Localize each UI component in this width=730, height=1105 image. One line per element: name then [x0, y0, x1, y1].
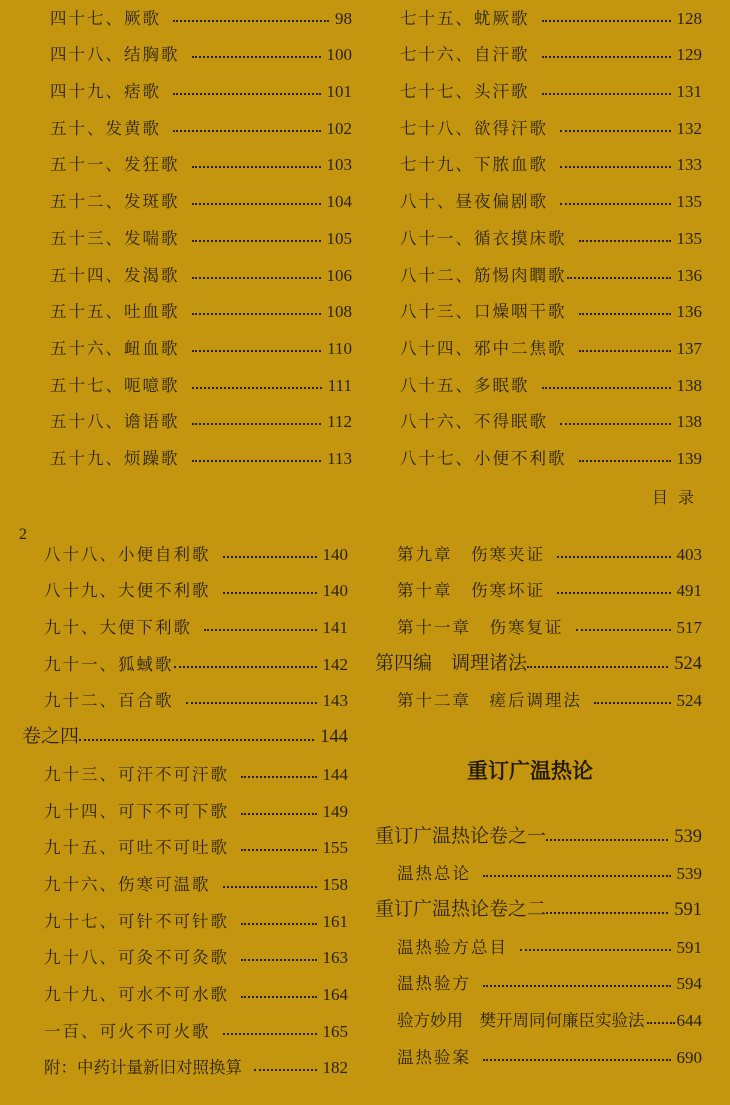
entry-page: 135 [676, 228, 702, 248]
entry-title: 八十一、循衣摸床歌 [400, 228, 567, 248]
entry-page: 103 [326, 155, 352, 175]
entry-title: 五十六、衄血歌 [50, 338, 180, 358]
toc-entry[interactable] [44, 895, 348, 932]
entry-title: 九十五、可吐不可吐歌 [44, 838, 229, 858]
dot-leader [483, 1059, 671, 1061]
toc-entry[interactable] [397, 675, 702, 712]
dot-leader [204, 629, 317, 631]
entry-page: 142 [322, 654, 348, 674]
dot-leader [223, 592, 317, 594]
entry-page: 104 [326, 192, 352, 212]
entry-page: 161 [322, 911, 348, 931]
entry-title: 八十九、大便不利歌 [44, 581, 211, 601]
toc-entry[interactable] [50, 139, 352, 176]
entry-page: 131 [676, 82, 702, 102]
dot-leader [557, 592, 671, 594]
entry-page: 101 [326, 82, 352, 102]
entry-title: 八十二、筋惕肉瞤歌 [400, 265, 567, 285]
entry-page: 138 [676, 375, 702, 395]
entry-page: 100 [326, 45, 352, 65]
toc-entry[interactable] [400, 139, 702, 176]
dot-leader [560, 203, 671, 205]
entry-page: 141 [322, 618, 348, 638]
dot-leader [174, 666, 317, 668]
entry-page: 140 [322, 544, 348, 564]
toc-entry[interactable] [44, 565, 348, 602]
entry-page: 690 [676, 1047, 702, 1067]
toc-entry[interactable] [397, 528, 702, 565]
entry-title: 九十八、可灸不可灸歌 [44, 948, 229, 968]
dot-leader [579, 313, 671, 315]
dot-leader [192, 166, 321, 168]
dot-leader [192, 313, 321, 315]
toc-entry[interactable] [44, 932, 348, 969]
toc-entry[interactable] [50, 212, 352, 249]
toc-entry[interactable] [397, 994, 702, 1031]
volume-page: 591 [674, 900, 702, 921]
entry-page: 491 [676, 581, 702, 601]
toc-column-bottom-left [22, 528, 348, 1078]
toc-column-top-right [400, 0, 702, 469]
entry-title: 九十三、可汗不可汗歌 [44, 764, 229, 784]
entry-page: 182 [322, 1058, 348, 1078]
entry-page: 133 [676, 155, 702, 175]
entry-title: 五十七、呃噫歌 [50, 375, 180, 395]
toc-entry[interactable] [400, 175, 702, 212]
toc-entry[interactable] [400, 212, 702, 249]
entry-page: 110 [327, 338, 352, 358]
entry-title: 四十八、结胸歌 [50, 45, 180, 65]
entry-page: 517 [676, 618, 702, 638]
dot-leader [560, 130, 671, 132]
dot-leader [192, 203, 321, 205]
toc-entry[interactable] [44, 858, 348, 895]
entry-page: 143 [322, 691, 348, 711]
dot-leader [546, 912, 668, 914]
part-heading[interactable] [375, 638, 702, 675]
entry-title: 温热总论 [397, 864, 471, 884]
entry-title: 第九章 伤寒夹证 [397, 544, 545, 564]
dot-leader [192, 460, 322, 462]
toc-entry[interactable] [400, 432, 702, 469]
dot-leader [192, 56, 321, 58]
toc-entry[interactable] [400, 29, 702, 66]
entry-title: 温热验案 [397, 1047, 471, 1067]
entry-title: 五十五、吐血歌 [50, 302, 180, 322]
entry-page: 591 [676, 937, 702, 957]
volume-page: 144 [320, 727, 348, 748]
entry-page: 140 [322, 581, 348, 601]
toc-entry[interactable] [397, 1031, 702, 1068]
entry-title: 八十五、多眠歌 [400, 375, 530, 395]
entry-page: 106 [326, 265, 352, 285]
toc-entry[interactable] [397, 921, 702, 958]
toc-entry[interactable] [44, 785, 348, 822]
entry-page: 164 [322, 984, 348, 1004]
toc-entry[interactable] [400, 359, 702, 396]
entry-page: 112 [327, 412, 352, 432]
dot-leader [560, 423, 671, 425]
dot-leader [527, 666, 668, 668]
dot-leader [173, 20, 329, 22]
entry-page: 136 [676, 265, 702, 285]
toc-entry[interactable] [44, 1005, 348, 1042]
entry-page: 524 [676, 691, 702, 711]
toc-entry[interactable] [50, 359, 352, 396]
dot-leader [192, 387, 322, 389]
toc-entry[interactable] [44, 638, 348, 675]
toc-entry[interactable] [50, 249, 352, 286]
entry-page: 149 [322, 801, 348, 821]
dot-leader [254, 1069, 317, 1071]
dot-leader [192, 277, 321, 279]
dot-leader [223, 886, 317, 888]
toc-entry[interactable] [400, 396, 702, 433]
entry-page: 129 [676, 45, 702, 65]
dot-leader [173, 93, 321, 95]
volume-heading[interactable] [22, 711, 348, 748]
toc-column-bottom-right [375, 528, 702, 711]
entry-title: 四十七、厥歌 [50, 8, 161, 28]
entry-title: 五十一、发狂歌 [50, 155, 180, 175]
entry-title: 八十三、口燥咽干歌 [400, 302, 567, 322]
section-title: 重订广温热论 [467, 759, 593, 783]
dot-leader [647, 1022, 675, 1024]
toc-entry[interactable] [400, 102, 702, 139]
dot-leader [579, 240, 671, 242]
dot-leader [483, 875, 671, 877]
toc-entry[interactable] [397, 958, 702, 995]
dot-leader [542, 20, 671, 22]
toc-entry[interactable] [44, 822, 348, 859]
dot-leader [576, 629, 671, 631]
toc-entry[interactable] [50, 396, 352, 433]
entry-title: 七十九、下脓血歌 [400, 155, 548, 175]
dot-leader [520, 949, 671, 951]
entry-title: 八十四、邪中二焦歌 [400, 338, 567, 358]
entry-title: 八十八、小便自利歌 [44, 544, 211, 564]
entry-page: 165 [322, 1021, 348, 1041]
entry-page: 144 [322, 764, 348, 784]
entry-title: 五十八、谵语歌 [50, 412, 180, 432]
toc-entry[interactable] [50, 286, 352, 323]
entry-page: 136 [676, 302, 702, 322]
dot-leader [594, 702, 671, 704]
entry-title: 九十四、可下不可下歌 [44, 801, 229, 821]
volume-page: 539 [674, 826, 702, 847]
dot-leader [192, 240, 321, 242]
entry-title: 七十六、自汗歌 [400, 45, 530, 65]
dot-leader [579, 460, 671, 462]
dot-leader [579, 350, 671, 352]
dot-leader [186, 702, 317, 704]
entry-title: 第十一章 伤寒复证 [397, 618, 564, 638]
entry-page: 138 [676, 412, 702, 432]
entry-page: 163 [322, 948, 348, 968]
dot-leader [560, 166, 671, 168]
entry-title: 一百、可火不可火歌 [44, 1021, 211, 1041]
entry-page: 113 [327, 448, 352, 468]
entry-title: 验方妙用 樊开周同何廉臣实验法 [397, 1011, 645, 1031]
part-title: 第四编 调理诸法 [375, 651, 528, 674]
entry-title: 九十、大便下利歌 [44, 618, 192, 638]
volume-heading[interactable] [375, 811, 702, 848]
toc-column-bottom-right-lower [375, 811, 702, 1068]
entry-page: 102 [326, 118, 352, 138]
volume-heading[interactable] [375, 884, 702, 921]
entry-title: 第十章 伤寒坏证 [397, 581, 545, 601]
dot-leader [241, 849, 317, 851]
entry-title: 九十一、狐蜮歌 [44, 654, 174, 674]
dot-leader [542, 93, 671, 95]
dot-leader [567, 277, 671, 279]
entry-title: 温热验方总目 [397, 937, 508, 957]
toc-entry[interactable] [397, 601, 702, 638]
entry-title: 八十、昼夜偏剧歌 [400, 192, 548, 212]
dot-leader [241, 959, 317, 961]
entry-page: 128 [676, 8, 702, 28]
dot-leader [223, 1033, 317, 1035]
dot-leader [79, 739, 314, 741]
toc-entry[interactable] [44, 748, 348, 785]
part-page: 524 [674, 653, 702, 674]
toc-entry[interactable] [50, 175, 352, 212]
entry-page: 139 [676, 448, 702, 468]
entry-title: 第十二章 瘥后调理法 [397, 691, 582, 711]
volume-title: 重订广温热论卷之二 [375, 898, 547, 921]
dot-leader [192, 350, 322, 352]
entry-title: 七十五、蚘厥歌 [400, 8, 530, 28]
entry-title: 五十、发黄歌 [50, 118, 161, 138]
toc-entry[interactable] [400, 0, 702, 29]
dot-leader [241, 923, 317, 925]
toc-entry[interactable] [44, 675, 348, 712]
dot-leader [241, 776, 317, 778]
toc-entry[interactable] [50, 432, 352, 469]
toc-entry[interactable] [400, 249, 702, 286]
volume-title: 重订广温热论卷之一 [375, 824, 547, 847]
entry-page: 644 [676, 1011, 702, 1031]
toc-entry[interactable] [50, 102, 352, 139]
entry-page: 158 [322, 874, 348, 894]
dot-leader [546, 839, 668, 841]
volume-title: 卷之四 [22, 725, 80, 748]
toc-entry[interactable] [397, 565, 702, 602]
entry-title: 七十七、头汗歌 [400, 82, 530, 102]
entry-page: 105 [326, 228, 352, 248]
entry-title: 五十二、发斑歌 [50, 192, 180, 212]
toc-entry[interactable] [400, 322, 702, 359]
running-header: 目录 [652, 488, 705, 507]
entry-title: 九十二、百合歌 [44, 691, 174, 711]
entry-page: 155 [322, 838, 348, 858]
toc-column-top-left [50, 0, 352, 469]
toc-entry[interactable] [400, 286, 702, 323]
dot-leader [173, 130, 321, 132]
toc-entry[interactable] [44, 1042, 348, 1079]
entry-page: 98 [335, 8, 352, 28]
page-number: 2 [19, 526, 27, 543]
entry-page: 108 [326, 302, 352, 322]
toc-entry[interactable] [50, 65, 352, 102]
toc-entry[interactable] [50, 0, 352, 29]
toc-entry[interactable] [44, 528, 348, 565]
toc-entry[interactable] [44, 601, 348, 638]
toc-entry[interactable] [44, 968, 348, 1005]
toc-entry[interactable] [400, 65, 702, 102]
entry-page: 403 [676, 544, 702, 564]
dot-leader [557, 556, 671, 558]
entry-title: 九十九、可水不可水歌 [44, 984, 229, 1004]
dot-leader [192, 423, 322, 425]
dot-leader [542, 56, 671, 58]
toc-entry[interactable] [50, 322, 352, 359]
entry-title: 八十七、小便不利歌 [400, 448, 567, 468]
entry-page: 135 [676, 192, 702, 212]
entry-title: 七十八、欲得汗歌 [400, 118, 548, 138]
toc-entry[interactable] [50, 29, 352, 66]
entry-page: 111 [327, 375, 352, 395]
entry-page: 137 [676, 338, 702, 358]
entry-title: 附：中药计量新旧对照换算 [44, 1058, 242, 1078]
dot-leader [241, 813, 317, 815]
entry-title: 五十三、发喘歌 [50, 228, 180, 248]
entry-title: 五十四、发渴歌 [50, 265, 180, 285]
dot-leader [542, 387, 671, 389]
entry-title: 九十六、伤寒可温歌 [44, 874, 211, 894]
toc-entry[interactable] [397, 848, 702, 885]
entry-page: 132 [676, 118, 702, 138]
entry-title: 四十九、痞歌 [50, 82, 161, 102]
entry-title: 五十九、烦躁歌 [50, 448, 180, 468]
entry-title: 温热验方 [397, 974, 471, 994]
entry-title: 八十六、不得眠歌 [400, 412, 548, 432]
dot-leader [483, 985, 671, 987]
entry-page: 539 [676, 864, 702, 884]
dot-leader [241, 996, 317, 998]
entry-page: 594 [676, 974, 702, 994]
dot-leader [223, 556, 317, 558]
entry-title: 九十七、可针不可针歌 [44, 911, 229, 931]
